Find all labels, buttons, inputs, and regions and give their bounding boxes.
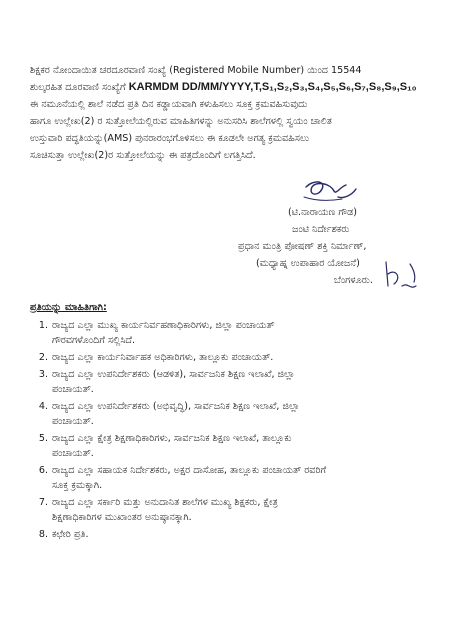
list-item-text-cont: ಶಿಕ್ಷಣಾಧಿಕಾರಿಗಳ ಮುಖಾಂತರ ಅನುಷ್ಠಾನಕ್ಕಾಗಿ. (52, 512, 192, 523)
list-item-text-cont: ಪಂಚಾಯತ್. (52, 416, 94, 427)
body-line-1: ಶಿಕ್ಷಕರ ನೋಂದಾಯಿತ ಚರದೂರವಾಣಿ ಸಂಖ್ಯೆ (Registered Mobile Number) ಯಿಂದ 15544 (30, 65, 362, 76)
list-item-text-cont: ಪಂಚಾಯತ್. (52, 448, 94, 459)
body-line-2 (30, 79, 436, 96)
list-item-number: 8. (38, 529, 48, 540)
handwritten-signature (300, 177, 360, 205)
list-item (30, 350, 440, 365)
list-item-text-cont: ಸೂಕ್ತ ಕ್ರಮಕ್ಕಾಗಿ. (52, 480, 103, 491)
copy-to-list (30, 318, 440, 544)
body-line-4: ಹಾಗೂ ಉಲ್ಲೇಖ(2) ರ ಸುತ್ತೋಲೆಯಲ್ಲಿರುವ ಮಾಹಿತಿಗಳನ್ನು ಅನುಸರಿಸಿ ಶಾಲೆಗಳಲ್ಲಿ ಸ್ವಯಂ ಚಾಲಿತ (30, 116, 332, 127)
list-item (30, 367, 440, 397)
signatory-office-line-2: (ಮಧ್ಯಾಹ್ನ ಉಪಾಹಾರ ಯೋಜನೆ) (256, 258, 360, 269)
list-item-text: ರಾಜ್ಯದ ಎಲ್ಲಾ ಮುಖ್ಯ ಕಾರ್ಯನಿರ್ವಹಣಾಧಿಕಾರಿಗಳು, ಜಿಲ್ಲಾ ಪಂಚಾಯತ್ (52, 320, 275, 331)
signatory-name: (ಟಿ.ನಾರಾಯಣ ಗೌಡ) (288, 207, 357, 218)
body-line-5: ಉಸ್ತುವಾರಿ ಪದ್ಧತಿಯನ್ನು(AMS) ಪುನರಾರಂಭಗೊಳಿಸಲು ಈ ಕೂಡಲೇ ಅಗತ್ಯ ಕ್ರಮವಹಿಸಲು (30, 133, 310, 144)
copy-to-heading: ಪ್ರತಿಯನ್ನು ಮಾಹಿತಿಗಾಗಿ: (30, 302, 107, 313)
list-item-text: ರಾಜ್ಯದ ಎಲ್ಲಾ ಸಹಾಯಕ ನಿರ್ದೇಶಕರು, ಅಕ್ಷರ ದಾಸೋಹ, ತಾಲ್ಲೂಕು ಪಂಚಾಯತ್ ರವರಿಗೆ (52, 465, 327, 476)
list-item (30, 527, 440, 542)
list-item (30, 318, 440, 348)
list-item (30, 495, 440, 525)
list-item-text: ರಾಜ್ಯದ ಎಲ್ಲಾ ಕ್ಷೇತ್ರ ಶಿಕ್ಷಣಾಧಿಕಾರಿಗಳು, ಸಾರ್ವಜನಿಕ ಶಿಕ್ಷಣ ಇಲಾಖೆ, ತಾಲ್ಲೂಕು (52, 433, 292, 444)
list-item-number: 2. (38, 352, 48, 363)
list-item-number: 4. (38, 401, 48, 412)
body-paragraph (30, 62, 436, 164)
sms-format-code: KARMDM DD/MM/YYYY,T,S₁,S₂,S₃,S₄,S₅,S₆,S₇,S₈,S₉,S₁₀ (128, 81, 417, 93)
list-item-number: 3. (38, 369, 48, 380)
list-item-number: 5. (38, 433, 48, 444)
list-item-number: 6. (38, 465, 48, 476)
initials-scribble (380, 256, 424, 300)
list-item (30, 431, 440, 461)
list-item-text: ರಾಜ್ಯದ ಎಲ್ಲಾ ಉಪನಿರ್ದೇಶಕರು (ಆಡಳಿತ), ಸಾರ್ವಜನಿಕ ಶಿಕ್ಷಣ ಇಲಾಖೆ, ಜಿಲ್ಲಾ (52, 369, 295, 380)
list-item-text: ಕಛೇರಿ ಪ್ರತಿ. (52, 529, 89, 540)
list-item-text: ರಾಜ್ಯದ ಎಲ್ಲಾ ಸರ್ಕಾರಿ ಮತ್ತು ಅನುದಾನಿತ ಶಾಲೆಗಳ ಮುಖ್ಯ ಶಿಕ್ಷಕರು, ಕ್ಷೇತ್ರ (52, 497, 278, 508)
signatory-designation: ಜಂಟಿ ನಿರ್ದೇಶಕರು (292, 224, 350, 235)
list-item-text: ರಾಜ್ಯದ ಎಲ್ಲಾ ಉಪನಿರ್ದೇಶಕರು (ಅಭಿವೃದ್ಧಿ), ಸಾರ್ವಜನಿಕ ಶಿಕ್ಷಣ ಇಲಾಖೆ, ಜಿಲ್ಲಾ (52, 401, 300, 412)
list-item-text-cont: ಪಂಚಾಯತ್. (52, 384, 94, 395)
body-line-3: ಈ ನಮೂನೆಯಲ್ಲಿ ಶಾಲೆ ನಡೆದ ಪ್ರತಿ ದಿನ ಕಡ್ಡಾಯವಾಗಿ ಕಳುಹಿಸಲು ಸೂಕ್ತ ಕ್ರಮವಹಿಸುವುದು (30, 99, 308, 110)
signatory-office-line-1: ಪ್ರಧಾನ ಮಂತ್ರಿ ಪೋಷಣ್ ಶಕ್ತಿ ನಿರ್ಮಾಣ್, (238, 241, 367, 252)
signatory-place: ಬೆಂಗಳೂರು. (334, 275, 373, 286)
list-item (30, 463, 440, 493)
list-item-text-cont: ಗೌರವಗಳೊಂದಿಗೆ ಸಲ್ಲಿಸಿದೆ. (52, 335, 136, 346)
body-line-6: ಸೂಚಿಸುತ್ತಾ ಉಲ್ಲೇಖ(2)ರ ಸುತ್ತೋಲೆಯನ್ನು ಈ ಪತ್ರದೊಂದಿಗೆ ಲಗತ್ತಿಸಿದೆ. (30, 150, 256, 161)
list-item-number: 7. (38, 497, 48, 508)
list-item-number: 1. (38, 320, 48, 331)
list-item (30, 399, 440, 429)
list-item-text: ರಾಜ್ಯದ ಎಲ್ಲಾ ಕಾರ್ಯನಿರ್ವಾಹಕ ಅಧಿಕಾರಿಗಳು, ತಾಲ್ಲೂಕು ಪಂಚಾಯತ್. (52, 352, 274, 363)
body-line-2-text: ಶುಲ್ಕರಹಿತ ದೂರವಾಣಿ ಸಂಖ್ಯೆಗೆ (30, 82, 129, 93)
